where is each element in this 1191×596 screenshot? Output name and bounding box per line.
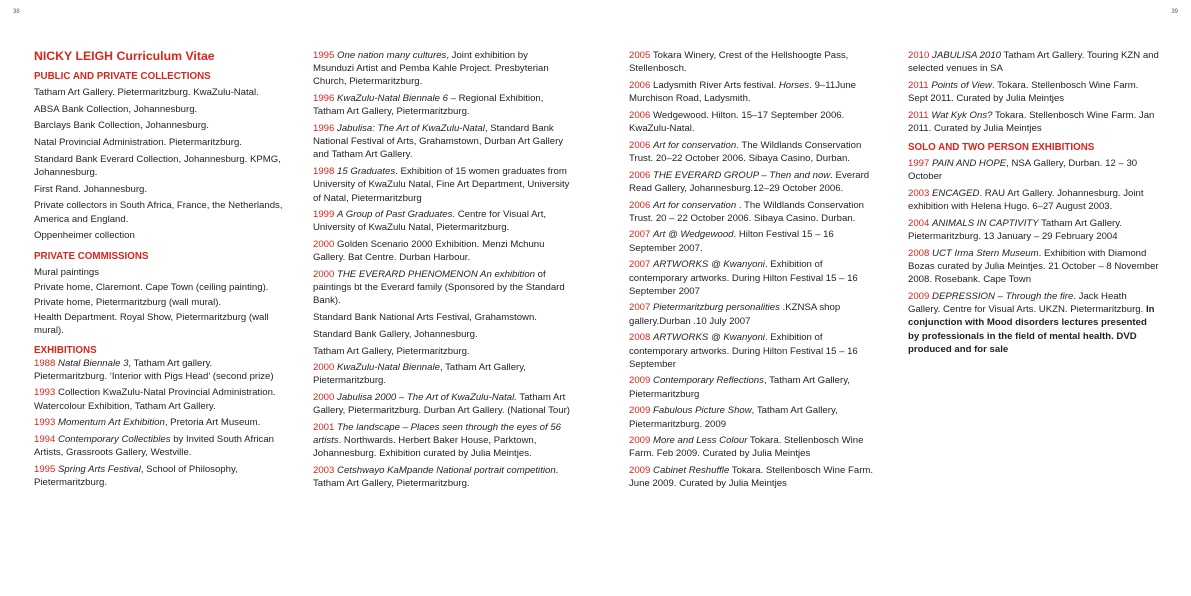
solo-exhibition-entry: [908, 187, 1160, 213]
entry-details: Tokara. Stellenbosch Wine Farm. June 2009. Curated by Julia Meintjes: [629, 465, 874, 490]
exhibition-entry: [34, 386, 286, 412]
entry-details: . Northwards. Herbert Baker House, Parktown, Johannesburg. Exhibition curated by Julia Meintjes.: [313, 435, 537, 460]
entry-details: . Tokara. Stellenbosch Wine Farm. Sept 2011. Curated by Julia Meintjes: [908, 79, 1139, 105]
entry-title: Wat Kyk Ons?: [931, 109, 993, 121]
column-1: [34, 49, 286, 493]
entry-year: 2005: [629, 50, 651, 61]
entry-year: 2003: [313, 465, 335, 477]
entry-title: Spring Arts Festival: [58, 463, 141, 475]
exhibition-entry: [313, 238, 571, 264]
entry-details: , Standard Bank National Festival of Arts, Grahamstown, Durban Art Gallery and Tatham Art Gallery.: [313, 123, 564, 161]
entry-title: Natal Biennale 3: [58, 357, 129, 369]
cv-title: NICKY LEIGH Curriculum Vitae: [34, 49, 215, 63]
entry-title: More and Less Colour: [653, 435, 748, 447]
entry-details: . Jack Heath Gallery. Centre for Visual Arts. UKZN. Pietermaritzburg.: [908, 291, 1146, 316]
entry-title: Contemporary Collectibles: [58, 434, 171, 446]
entry-year: 1993: [34, 387, 56, 399]
entry-year: 2000: [313, 239, 335, 251]
page-number-left: 38: [13, 9, 20, 15]
entry-year: 2007: [629, 259, 651, 271]
entry-details: , Tatham Art gallery. Pietermaritzburg. ‘Interior with Pigs Head’ (second prize): [34, 357, 274, 382]
entry-title: DEPRESSION – Through the fire: [932, 291, 1074, 303]
entry-title: ARTWORKS @ Kwanyoni: [653, 259, 765, 271]
entry-year: 2007: [629, 302, 651, 314]
exhibitions-heading: EXHIBITIONS: [34, 344, 97, 356]
exhibition-entry: [629, 258, 879, 298]
entry-title: Momentum Art Exhibition: [58, 417, 165, 429]
exhibition-entry: [629, 374, 879, 400]
exhibition-entry: [629, 434, 879, 460]
entry-title: THE EVERARD PHENOMENON An exhibition: [337, 269, 535, 281]
exhibition-entry: [34, 463, 286, 489]
solo-exhibition-entry: [908, 157, 1160, 183]
exhibition-entry: [313, 464, 571, 490]
exhibition-entry: [313, 208, 571, 234]
exhibition-entry: [313, 345, 571, 358]
entry-details: Tokara. Stellenbosch Wine Farm. Feb 2009. Curated by Julia Meintjes: [629, 435, 864, 460]
exhibition-entry: [313, 361, 571, 387]
entry-title: Jabulisa: The Art of KwaZulu-Natal: [337, 123, 485, 135]
entry-details: Golden Scenario 2000 Exhibition. Menzi Mchunu Gallery. Bat Centre. Durban Harbour.: [313, 239, 545, 264]
entry-year: 1998: [313, 166, 335, 178]
exhibition-entry: [629, 79, 879, 105]
entry-details: – Regional Exhibition, Tatham Art Gallery, Pietermaritzburg.: [313, 93, 544, 118]
collections-heading: PUBLIC AND PRIVATE COLLECTIONS: [34, 71, 211, 82]
exhibition-entry: [313, 49, 571, 89]
collection-item: ABSA Bank Collection, Johannesburg.: [34, 103, 198, 115]
entry-details: Tatham Art Gallery. Pietermaritzburg. 13 January – 29 February 2004: [908, 218, 1122, 243]
entry-year: 2011: [908, 79, 929, 91]
exhibition-entry: [313, 391, 571, 417]
collection-item: First Rand. Johannesburg.: [34, 183, 148, 195]
entry-details: of paintings bt the Everard family (Sponsored by the Standard Bank).: [313, 269, 565, 307]
commissions-heading: PRIVATE COMMISSIONS: [34, 250, 149, 262]
entry-details: . Centre for Visual Art, University of KwaZulu Natal, Pietermaritzburg.: [313, 209, 547, 234]
entry-title: ANIMALS IN CAPTIVITY: [932, 218, 1039, 230]
entry-title: Jabulisa 2000 – The Art of KwaZulu-Natal.: [337, 392, 517, 404]
entry-year: 1993: [34, 417, 56, 429]
entry-details: Standard Bank Gallery, Johannesburg.: [313, 328, 478, 340]
entry-year: 2006: [629, 79, 651, 91]
exhibition-entry: [629, 169, 879, 195]
exhibition-entry: [908, 109, 1160, 135]
entry-year: 1994: [34, 434, 56, 446]
exhibition-entry: [629, 139, 879, 165]
entry-details: . Hilton Festival 15 – 16 September 2007.: [629, 229, 834, 254]
exhibition-entry: [629, 331, 879, 371]
collection-item: Oppenheimer collection: [34, 230, 135, 242]
entry-title: Contemporary Reflections: [653, 375, 764, 387]
entry-year: 2011: [908, 109, 929, 121]
exhibition-entry: [908, 49, 1160, 75]
entry-year: 2009: [629, 465, 651, 477]
entry-details: . Exhibition with Diamond Bozas curated by Julia Meintjes. 21 October – 8 November 2008. Rosebank. Cape Town: [908, 247, 1159, 286]
exhibition-entry: [629, 199, 879, 225]
entry-title: Pietermaritzburg personalities: [653, 302, 780, 314]
entry-year: 2009: [629, 375, 651, 387]
column-3: [629, 49, 879, 494]
entry-title: UCT Irma Stern Museum: [932, 247, 1039, 259]
entry-details: . Everard Read Gallery, Johannesburg.12–29 October 2006.: [629, 169, 870, 194]
entry-title: ENCAGED: [932, 188, 980, 200]
exhibition-entry: [34, 357, 286, 383]
entry-details: . Exhibition of 15 women graduates from University of KwaZulu Natal, Fine Art Department, University of Natal, Pietermaritzburg: [313, 166, 570, 204]
entry-details: , Pretoria Art Museum.: [164, 417, 261, 429]
entry-year: 2000: [313, 392, 335, 404]
entry-year: 1999: [313, 209, 335, 221]
solo-exhibition-entry: [908, 217, 1160, 243]
collection-item: Natal Provincial Administration. Pietermaritzburg.: [34, 137, 242, 149]
exhibition-entry: [313, 311, 571, 324]
entry-details: , Joint exhibition by Msunduzi Artist and Pemba Kahle Project. Presbyterian Church, Pietermaritzburg.: [313, 50, 549, 88]
solo-exhibition-entry: [908, 247, 1160, 287]
entry-year: 2007: [629, 229, 651, 241]
entry-title: Art @ Wedgewood: [653, 229, 734, 241]
exhibition-entry: [313, 421, 571, 461]
entry-details: , Tatham Art Gallery, Pietermaritzburg: [629, 375, 850, 400]
collection-item: Tatham Art Gallery. Pietermaritzburg. KwaZulu-Natal.: [34, 87, 259, 98]
entry-details: Wedgewood. Hilton. 15–17 September 2006. KwaZulu-Natal.: [629, 109, 845, 135]
commission-item: Health Department. Royal Show, Pietermaritzburg (wall mural).: [34, 312, 269, 337]
commission-item: Mural paintings: [34, 266, 100, 278]
entry-year: 1995: [34, 463, 56, 475]
exhibition-entry: [34, 433, 286, 459]
exhibition-entry: [313, 328, 571, 341]
page-number-right: 39: [1171, 9, 1178, 15]
collection-item: Private collectors in South Africa, France, the Netherlands, America and England.: [34, 200, 283, 225]
entry-title: ARTWORKS @ Kwanyoni: [653, 332, 765, 344]
entry-title: Art for conservation: [653, 199, 737, 211]
entry-details: . The Wildlands Conservation Trust. 20 – 22 October 2006. Sibaya Casino. Durban.: [629, 199, 865, 224]
entry-year: 1997: [908, 158, 930, 170]
entry-title: 15 Graduates: [337, 166, 396, 178]
entry-year: 1995: [313, 50, 335, 61]
entry-details: . Exhibition of contemporary artworks. During Hilton Festival 15 – 16 September 2007: [629, 259, 858, 297]
entry-title: One nation many cultures: [337, 50, 447, 61]
entry-year: 2004: [908, 218, 930, 230]
entry-details: . Tatham Art Gallery, Pietermaritzburg.: [313, 465, 559, 490]
entry-details: , Tatham Art Gallery, Pietermaritzburg.: [313, 362, 526, 387]
column-2: [313, 49, 571, 494]
entry-details: Tokara Winery, Crest of the Hellshoogte Pass, Stellenbosch.: [629, 50, 849, 75]
entry-title: Horses: [778, 79, 810, 91]
entry-details: . Exhibition of contemporary artworks. During Hilton Festival 15 – 16 September: [629, 332, 858, 370]
entry-details: Collection KwaZulu-Natal Provincial Administration. Watercolour Exhibition, Tatham Art Gallery.: [34, 387, 276, 412]
entry-details: Tatham Art Gallery, Pietermaritzburg. Durban Art Gallery. (National Tour): [313, 392, 570, 417]
column-4: [908, 49, 1160, 360]
entry-year: 1996: [313, 93, 335, 105]
exhibition-entry: [629, 301, 879, 327]
entry-year: 2001: [313, 422, 335, 434]
entry-year: 2006: [629, 109, 651, 121]
entry-title: The landscape – Places seen through the eyes of 56 artists: [313, 422, 562, 447]
exhibition-entry: [313, 268, 571, 308]
entry-title: Cetshwayo KaMpande National portrait competition: [337, 465, 556, 477]
commission-item: Private home, Claremont. Cape Town (ceiling painting).: [34, 281, 269, 293]
entry-year: 2009: [629, 435, 651, 447]
entry-details: .KZNSA shop gallery.Durban .10 July 2007: [629, 302, 841, 327]
collection-item: Standard Bank Everard Collection, Johannesburg. KPMG, Johannesburg.: [34, 153, 281, 179]
exhibition-entry: [629, 109, 879, 135]
entry-note: In conjunction with Mood disorders lectures presented by professionals in the field of mental health. DVD produced and for sale: [908, 304, 1155, 355]
exhibition-entry: [629, 464, 879, 490]
entry-year: 2003: [908, 188, 930, 200]
entry-details: . 9–11June Murchison Road, Ladysmith.: [629, 79, 856, 105]
solo-exhibitions-heading: SOLO AND TWO PERSON EXHIBITIONS: [908, 142, 1095, 154]
entry-details: Tatham Art Gallery, Pietermaritzburg.: [313, 345, 470, 357]
entry-year: 1996: [313, 123, 335, 135]
exhibition-entry: [313, 122, 571, 162]
entry-title: Points of View: [931, 79, 992, 91]
entry-details: , Tatham Art Gallery, Pietermaritzburg. 2009: [629, 405, 838, 430]
exhibition-entry: [629, 404, 879, 430]
entry-details: Tokara. Stellenbosch Wine Farm. Jan 2011. Curated by Julia Meintjes: [908, 109, 1155, 135]
entry-title: JABULISA 2010: [932, 50, 1001, 61]
entry-details: Standard Bank National Arts Festival, Grahamstown.: [313, 312, 537, 324]
entry-title: Fabulous Picture Show: [653, 405, 752, 417]
entry-details: Ladysmith River Arts festival.: [653, 79, 779, 91]
collection-item: Barclays Bank Collection, Johannesburg.: [34, 120, 209, 132]
entry-details: , NSA Gallery, Durban. 12 – 30 October: [908, 158, 1138, 183]
exhibition-entry: [313, 92, 571, 118]
entry-year: 2006: [629, 139, 651, 151]
entry-year: 2000: [313, 269, 335, 281]
entry-details: Tatham Art Gallery. Touring KZN and selected venues in SA: [908, 50, 1159, 75]
entry-details: by Invited South African Artists, Grassroots Gallery, Westville.: [34, 434, 274, 459]
exhibition-entry: [629, 228, 879, 254]
solo-exhibition-entry: [908, 290, 1160, 356]
entry-year: 1988: [34, 357, 56, 369]
entry-year: 2000: [313, 362, 335, 374]
entry-year: 2009: [629, 405, 651, 417]
entry-title: THE EVERARD GROUP – Then and now: [653, 169, 831, 181]
exhibition-entry: [313, 165, 571, 205]
entry-title: A Group of Past Graduates: [337, 209, 453, 221]
exhibition-entry: [629, 49, 879, 75]
entry-details: . The Wildlands Conservation Trust. 20–22 October 2006. Sibaya Casino, Durban.: [629, 139, 862, 164]
entry-details: , School of Philosophy, Pietermaritzburg.: [34, 463, 238, 489]
entry-title: KwaZulu-Natal Biennale 6: [337, 93, 448, 105]
entry-title: KwaZulu-Natal Biennale: [337, 362, 440, 374]
entry-year: 2008: [629, 332, 651, 344]
exhibition-entry: [908, 79, 1160, 105]
entry-title: Cabinet Reshuffle: [653, 465, 730, 477]
entry-year: 2006: [629, 199, 651, 211]
entry-title: Art for conservation: [653, 139, 737, 151]
commission-item: Private home, Pietermaritzburg (wall mural).: [34, 296, 222, 308]
entry-year: 2010: [908, 50, 930, 61]
entry-year: 2008: [908, 247, 930, 259]
entry-title: PAIN AND HOPE: [932, 158, 1007, 170]
exhibition-entry: [34, 416, 286, 429]
entry-year: 2006: [629, 169, 651, 181]
entry-year: 2009: [908, 291, 930, 303]
entry-details: . RAU Art Gallery. Johannesburg. Joint exhibition with Helena Hugo. 6–27 August 2003.: [908, 188, 1144, 213]
